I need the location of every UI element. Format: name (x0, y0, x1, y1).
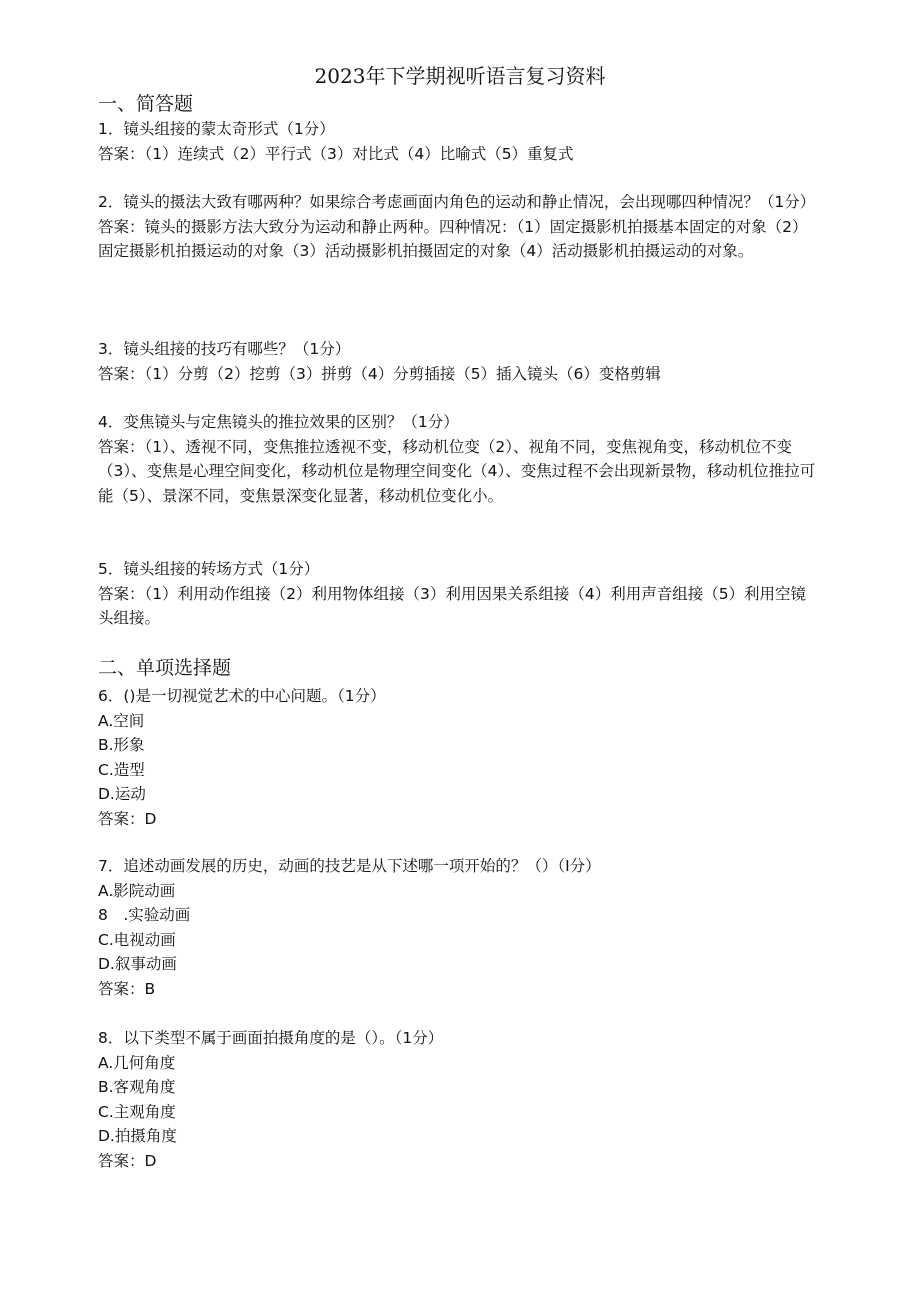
option-a: A.几何角度 (98, 1053, 176, 1072)
section-heading-multiple-choice: 二、单项选择题 (98, 657, 232, 679)
answer-text: 答案：（1）利用动作组接（2）利用物体组接（3）利用因果关系组接（4）利用声音组接（5）利用空镜头组接。 (98, 584, 807, 628)
option-c: C.电视动画 (98, 930, 176, 949)
answer-text: 答案：（1）分剪（2）挖剪（3）拼剪（4）分剪插接（5）插入镜头（6）变格剪辑 (98, 364, 661, 383)
question-block-5 (98, 557, 820, 631)
question-block-8 (98, 1026, 820, 1174)
section-heading-short-answer: 一、简答题 (98, 93, 194, 115)
question-text: 5．镜头组接的转场方式（1分） (98, 560, 320, 578)
answer-text: 答案：B (98, 979, 156, 998)
question-block-2 (98, 190, 820, 264)
answer-text: 答案：D (98, 809, 157, 828)
answer-text: 答案：D (98, 1151, 157, 1170)
option-a: A.影院动画 (98, 881, 176, 900)
option-d: D.叙事动画 (98, 955, 177, 974)
answer-text: 答案：（1）、透视不同，变焦推拉透视不变，移动机位变（2）、视角不同，变焦视角变，移动机位不变（3）、变焦是心理空间变化，移动机位是物理空间变化（4）、变焦过程不会出现新景物，移动机位推拉可能（5）、景深不同，变焦景深变化显著，移动机位变化小。 (98, 437, 816, 505)
option-a: A.空间 (98, 711, 145, 730)
option-d: D.拍摄角度 (98, 1127, 177, 1146)
question-text: 1．镜头组接的蒙太奇形式（1分） (98, 120, 335, 138)
question-text: 8．以下类型不属于画面拍摄角度的是（）。（1分） (98, 1029, 444, 1047)
option-d: D.运动 (98, 785, 146, 804)
question-block-4 (98, 410, 820, 508)
question-block-1 (98, 117, 820, 166)
question-block-7 (98, 854, 820, 1002)
option-c: C.主观角度 (98, 1102, 176, 1121)
question-text: 2．镜头的摄法大致有哪两种？如果综合考虑画面内角色的运动和静止情况，会出现哪四种情况？（1分） (98, 193, 816, 211)
option-b: B.形象 (98, 736, 145, 755)
answer-text: 答案：（1）连续式（2）平行式（3）对比式（4）比喻式（5）重复式 (98, 144, 574, 163)
question-text: 3．镜头组接的技巧有哪些？（1分） (98, 340, 351, 358)
question-block-3 (98, 337, 820, 386)
answer-text: 答案：镜头的摄影方法大致分为运动和静止两种。四种情况：（1）固定摄影机拍摄基本固定的对象（2）固定摄影机拍摄运动的对象（3）活动摄影机拍摄固定的对象（4）活动摄影机拍摄运动的对象。 (98, 217, 808, 261)
document-title: 2023年下学期视听语言复习资料 (314, 64, 606, 88)
question-text: 7．追述动画发展的历史，动画的技艺是从下述哪一项开始的？（）（I分） (98, 857, 601, 875)
question-block-6 (98, 684, 820, 832)
question-text: 4．变焦镜头与定焦镜头的推拉效果的区别？（1分） (98, 413, 459, 431)
option-b: 8 .实验动画 (98, 906, 191, 925)
option-b: B.客观角度 (98, 1078, 176, 1097)
question-text: 6．()是一切视觉艺术的中心问题。（1分） (98, 687, 386, 705)
option-c: C.造型 (98, 760, 145, 779)
